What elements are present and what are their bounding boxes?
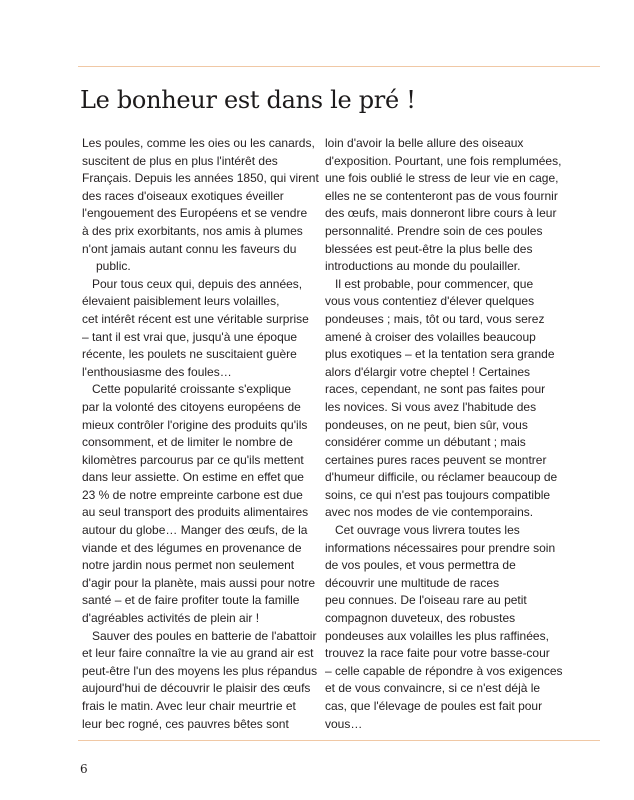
text-line: introductions au monde du poulailler. <box>325 259 521 274</box>
text-line: l'enthousiasme des foules… <box>82 364 232 379</box>
text-line: mieux contrôler l'origine des produits qu'ils <box>82 417 308 432</box>
text-line: cet intérêt récent est une véritable surprise <box>82 311 309 326</box>
paragraph-start: Cette popularité croissante s'explique <box>92 382 292 397</box>
text-line: soins, ce qui n'est pas toujours compatible <box>325 487 551 502</box>
text-line: récente, les poulets ne suscitaient guère <box>82 347 297 362</box>
paragraph-start: Il est probable, pour commencer, que <box>335 276 534 291</box>
text-line: des races d'oiseaux exotiques éveiller <box>82 188 284 203</box>
text-line: d'agir pour la planète, mais aussi pour notre <box>82 575 316 590</box>
text-line: peut-être l'un des moyens les plus répandus <box>82 663 318 678</box>
text-line: trouvez la race faite pour votre basse-cour <box>325 646 550 661</box>
text-line: races, cependant, ne sont pas faites pour <box>325 382 546 397</box>
text-line: public. <box>96 259 131 274</box>
text-line: Les poules, comme les oies ou les canards, <box>82 136 315 150</box>
text-line: d'exposition. Pourtant, une fois remplumées, <box>325 153 562 168</box>
text-line: dans leur assiette. On estime en effet que <box>82 470 304 485</box>
text-line: pondeuses ; mais, tôt ou tard, vous serez <box>325 311 545 326</box>
text-line: personnalité. Prendre soin de ces poules <box>325 223 543 238</box>
text-line: – tant il est vrai que, jusqu'à une époque <box>82 329 298 344</box>
text-line: – celle capable de répondre à vos exigences <box>325 663 563 678</box>
text-line: vous vous contentiez d'élever quelques <box>325 294 535 309</box>
text-line: Français. Depuis les années 1850, qui virent <box>82 171 319 186</box>
text-line: à des prix exorbitants, nos amis à plumes <box>82 223 303 238</box>
text-line: aujourd'hui de découvrir le plaisir des œufs <box>82 681 311 696</box>
text-line: consomment, et de limiter le nombre de <box>82 435 293 450</box>
text-line: élevaient paisiblement leurs volailles, <box>82 294 280 309</box>
text-line: les novices. Si vous avez l'habitude des <box>325 399 537 414</box>
text-line: alors d'élargir votre cheptel ! Certaines <box>325 364 531 379</box>
text-line: loin d'avoir la belle allure des oiseaux <box>325 136 524 150</box>
text-line: découvrir une multitude de races <box>325 575 500 590</box>
text-line: compagnon duveteux, des robustes <box>325 611 516 626</box>
bottom-rule <box>78 740 600 741</box>
text-line: et leur faire connaître la vie au grand air est <box>82 646 314 661</box>
text-line: santé – et de faire profiter toute la famille <box>82 593 300 608</box>
text-line: certaines pures races peuvent se montrer <box>325 452 547 467</box>
text-line: 23 % de notre empreinte carbone est due <box>82 487 303 502</box>
text-line: peu connues. De l'oiseau rare au petit <box>325 593 527 608</box>
text-line: au seul transport des produits alimentaires <box>82 505 309 520</box>
text-line: considérer comme un débutant ; mais <box>325 435 526 450</box>
page-title: Le bonheur est dans le pré ! <box>80 86 416 114</box>
text-line: cas, que l'élevage de poules est fait pour <box>325 699 543 713</box>
text-column-left <box>82 135 329 733</box>
text-line: viande et des légumes en provenance de <box>82 540 302 555</box>
text-line: plus exotiques – et la tentation sera grande <box>325 347 555 362</box>
text-line: des œufs, mais donneront libre cours à leur <box>325 206 557 221</box>
text-line: amené à croiser des volailles beaucoup <box>325 329 536 344</box>
text-line: avec nos modes de vie contemporains. <box>325 505 534 520</box>
text-line: frais le matin. Avec leur chair meurtrie et <box>82 699 296 713</box>
text-line: par la volonté des citoyens européens de <box>82 399 301 414</box>
top-rule <box>78 66 600 67</box>
paragraph-start: Cet ouvrage vous livrera toutes les <box>335 523 520 538</box>
text-line: de vos poules, et vous permettra de <box>325 558 516 573</box>
text-column-right <box>325 135 572 733</box>
text-line: pondeuses, on ne peut, bien sûr, vous <box>325 417 528 432</box>
text-line: et de vous convaincre, si ce n'est déjà le <box>325 681 541 696</box>
text-line: une fois oublié le stress de leur vie en cage, <box>325 171 559 186</box>
text-line: notre jardin nous permet non seulement <box>82 558 295 573</box>
text-line: d'agréables activités de plein air ! <box>82 611 260 626</box>
text-line: leur bec rogné, ces pauvres bêtes sont <box>82 716 289 731</box>
text-line: blessées est peut-être la plus belle des <box>325 241 533 256</box>
text-line: suscitent de plus en plus l'intérêt des <box>82 153 278 168</box>
text-line: n'ont jamais autant connu les faveurs du <box>82 241 297 256</box>
text-line: vous… <box>325 716 363 731</box>
text-line: kilomètres parcourus par ce qu'ils mettent <box>82 452 304 467</box>
paragraph-start: Sauver des poules en batterie de l'abattoir <box>92 628 317 643</box>
paragraph-start: Pour tous ceux qui, depuis des années, <box>92 276 303 291</box>
text-line: informations nécessaires pour prendre soin <box>325 540 556 555</box>
text-line: l'engouement des Européens et se vendre <box>82 206 308 221</box>
text-line: d'humeur difficile, ou réclamer beaucoup de <box>325 470 558 485</box>
text-line: autour du globe… Manger des œufs, de la <box>82 523 308 538</box>
text-line: elles ne se contenteront pas de vous fournir <box>325 188 558 203</box>
text-line: pondeuses aux volailles les plus raffinées, <box>325 628 549 643</box>
page-number: 6 <box>80 762 88 776</box>
